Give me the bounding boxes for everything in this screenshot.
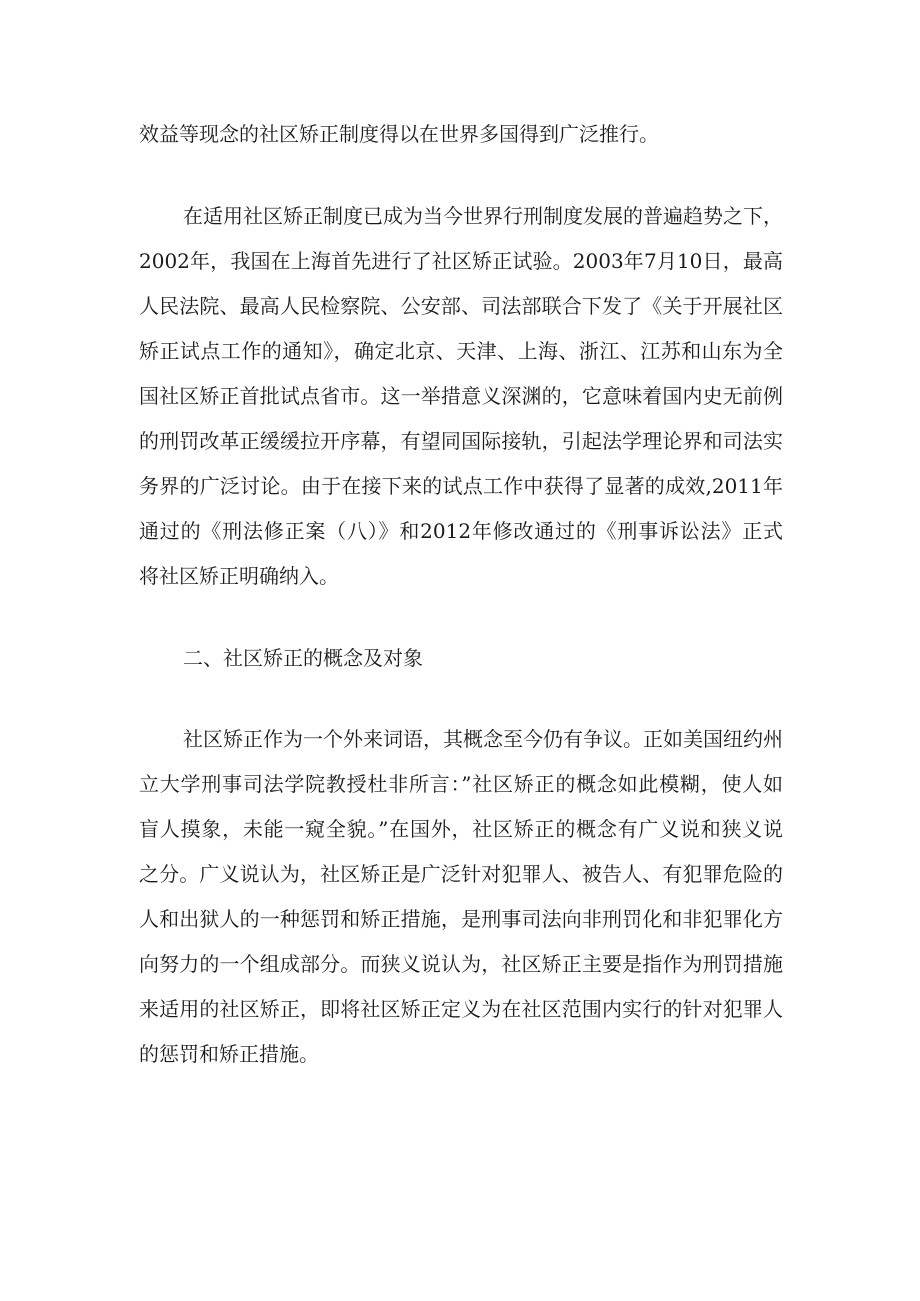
paragraph-3-line-5: 人和出狱人的一种惩罚和矫正措施，是刑事司法向非刑罚化和非犯罪化方: [139, 907, 783, 931]
paragraph-3-line-7: 来适用的社区矫正，即将社区矫正定义为在社区范围内实行的针对犯罪人: [139, 997, 783, 1021]
paragraph-3-line-8: 的惩罚和矫正措施。: [139, 1042, 319, 1066]
paragraph-2-line-2: 2002年，我国在上海首先进行了社区矫正试验。2003年7月10日，最高: [139, 249, 783, 273]
paragraph-3-line-2: 立大学刑事司法学院教授杜非所言：”社区矫正的概念如此模糊，使人如: [139, 772, 783, 796]
paragraph-3-line-3: 盲人摸象，未能一窥全貌。”在国外，社区矫正的概念有广义说和狭义说: [139, 817, 783, 841]
paragraph-1-line-1: 效益等现念的社区矫正制度得以在世界多国得到广泛推行。: [139, 122, 659, 146]
paragraph-2-line-6: 的刑罚改革正缓缓拉开序幕，有望同国际接轨，引起法学理论界和司法实: [139, 429, 783, 453]
paragraph-3-line-6: 向努力的一个组成部分。而狭义说认为，社区矫正主要是指作为刑罚措施: [139, 952, 783, 976]
paragraph-2-line-4: 矫正试点工作的通知》，确定北京、天津、上海、浙江、江苏和山东为全: [139, 339, 783, 363]
paragraph-3-line-4: 之分。广义说认为，社区矫正是广泛针对犯罪人、被告人、有犯罪危险的: [139, 862, 783, 886]
paragraph-2-line-1: 在适用社区矫正制度已成为当今世界行刑制度发展的普遍趋势之下，: [183, 204, 783, 228]
section-heading: 二、社区矫正的概念及对象: [183, 646, 423, 670]
paragraph-2-line-7: 务界的广泛讨论。由于在接下来的试点工作中获得了显著的成效,2011年: [139, 474, 783, 498]
paragraph-2-line-8: 通过的《刑法修正案（八）》和2012年修改通过的《刑事诉讼法》正式: [139, 519, 783, 543]
paragraph-2-line-9: 将社区矫正明确纳入。: [139, 564, 339, 588]
paragraph-3-line-1: 社区矫正作为一个外来词语，其概念至今仍有争议。正如美国纽约州: [183, 727, 783, 751]
paragraph-2-line-3: 人民法院、最高人民检察院、公安部、司法部联合下发了《关于开展社区: [139, 294, 783, 318]
paragraph-2-line-5: 国社区矫正首批试点省市。这一举措意义深渊的，它意味着国内史无前例: [139, 384, 783, 408]
